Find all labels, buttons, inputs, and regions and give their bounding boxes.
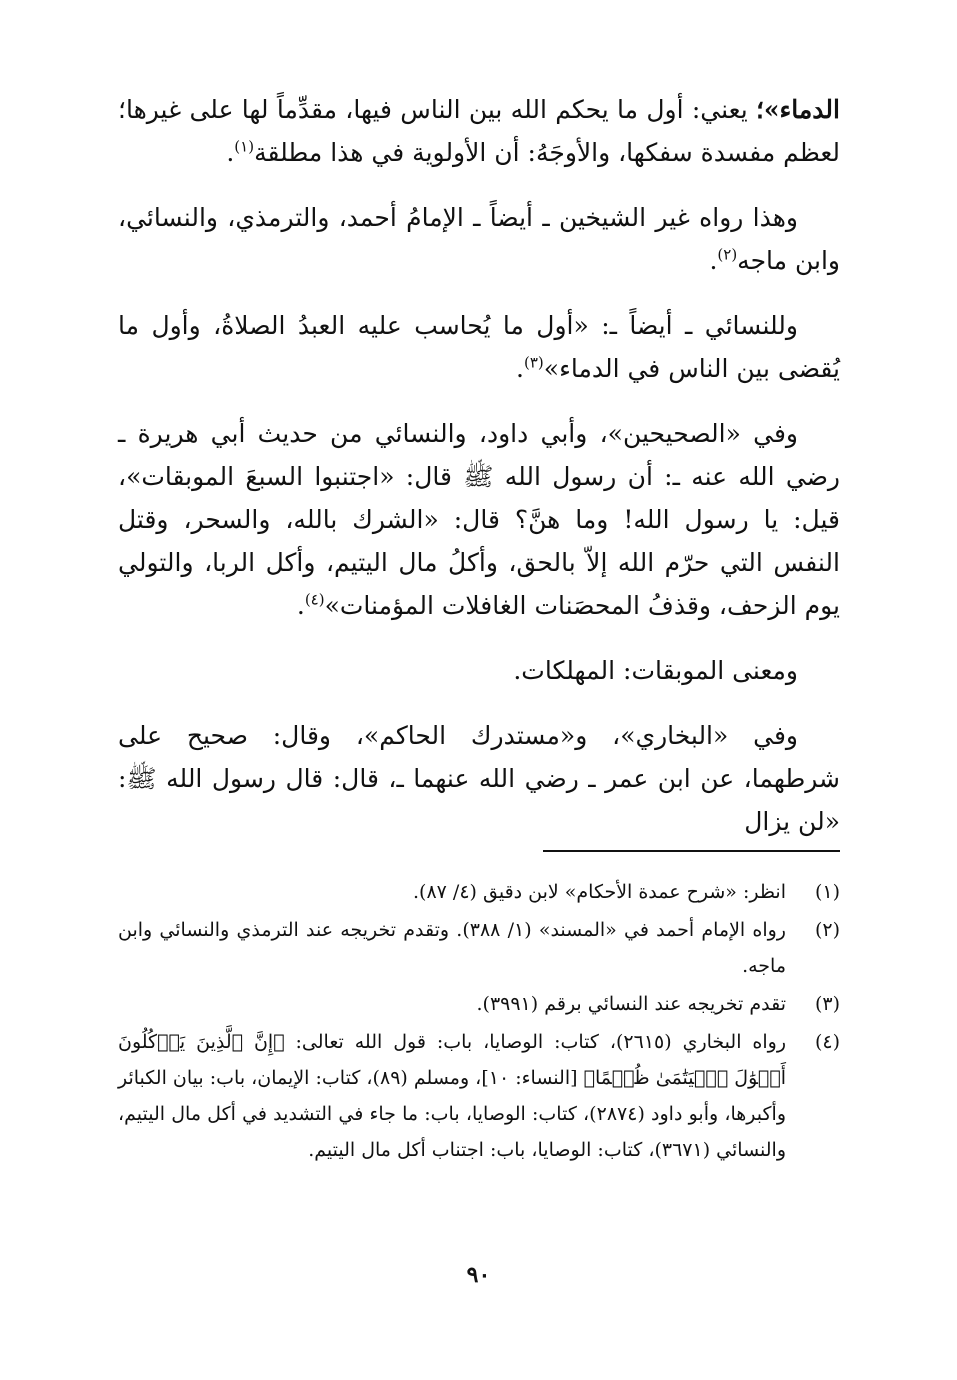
paragraph-text: وفي «الصحيحين»، وأبي داود، والنسائي من حديث أبي هريرة ـ رضي الله عنه ـ: أن رسول الله ﷺ قال: «اجتنبوا السبعَ الموبقات»، قيل: يا رسول الله! وما هنَّ؟ قال: «الشرك بالله، والسحر، وقتل النفس التي حرّم الله إلاّ بالحق، وأكلُ مال اليتيم، وأكل الربا، والتولي يوم الزحف، وقذفُ المحصَنات الغافلات المؤمنات»: [118, 419, 840, 620]
paragraph-1: [118, 88, 840, 174]
paragraph-tail: .: [296, 591, 305, 620]
paragraph-6: [118, 714, 840, 843]
paragraph-2: [118, 196, 840, 282]
paragraph-text: وفي «البخاري»، و«مستدرك الحاكم»، وقال: صحيح على شرطهما، عن ابن عمر ـ رضي الله عنهما ـ، قال: قال رسول الله ﷺ: «لن يزال: [118, 721, 840, 836]
bold-lead: الدماء»؛: [755, 95, 840, 124]
footnotes: [118, 874, 840, 1170]
paragraph-text: يعني: أول ما يحكم الله بين الناس فيها، مقدِّماً لها على غيرها؛ لعظم مفسدة سفكها، والأوجَهُ: أن الأولوية في هذا مطلقة: [118, 95, 840, 167]
footnote-text: تقدم تخريجه عند النسائي برقم (٣٩٩١).: [476, 993, 786, 1015]
footnote-number: (٤): [814, 1031, 840, 1053]
footnote-2: [118, 912, 840, 984]
paragraph-tail: .: [709, 246, 718, 275]
footnote-text: رواه البخاري (٢٦١٥)، كتاب: الوصايا، باب: قول الله تعالى: ﴿إِنَّ ٱلَّذِينَ يَأۡكُلُونَ أَمۡوَٰلَ ٱلۡيَتَٰمَىٰ ظُلۡمًا﴾ [النساء: ١٠]، ومسلم (٨٩)، كتاب: الإيمان، باب: بيان الكبائر وأكبرها، وأبو داود (٢٨٧٤)، كتاب: الوصايا، باب: ما جاء في التشديد في أكل مال اليتيم، والنسائي (٣٦٧١)، كتاب: الوصايا، باب: اجتناب أكل مال اليتيم.: [118, 1031, 787, 1161]
footnote-ref[interactable]: (٢): [717, 245, 738, 264]
paragraph-text: وهذا رواه غير الشيخين ـ أيضاً ـ الإمامُ أحمد، والترمذي، والنسائي، وابن ماجه: [118, 203, 840, 275]
footnote-1: [118, 874, 840, 910]
footnote-text: انظر: «شرح عمدة الأحكام» لابن دقيق (٤/ ٨٧).: [412, 881, 786, 903]
footnote-number: (٢): [814, 919, 840, 941]
footnote-number: (١): [814, 881, 840, 903]
paragraph-text: ومعنى الموبقات: المهلكات.: [513, 656, 798, 685]
footnote-3: [118, 986, 840, 1022]
page-number: ٩٠: [466, 1262, 491, 1288]
main-text: [118, 88, 840, 865]
footnote-4: [118, 1024, 840, 1168]
paragraph-tail: .: [516, 354, 524, 383]
footnote-ref[interactable]: (١): [234, 137, 255, 156]
footnote-ref[interactable]: (٣): [524, 353, 544, 372]
footnote-text: رواه الإمام أحمد في «المسند» (١/ ٣٨٨). وتقدم تخريجه عند الترمذي والنسائي وابن ماجه.: [118, 919, 786, 977]
paragraph-text: وللنسائي ـ أيضاً ـ: «أول ما يُحاسب عليه العبدُ الصلاةُ، وأول ما يُقضى بين الناس في الدماء»: [118, 311, 840, 383]
footnote-number: (٣): [814, 993, 840, 1015]
paragraph-tail: .: [226, 138, 235, 167]
paragraph-4: [118, 412, 840, 627]
paragraph-5: [118, 649, 840, 692]
footnote-ref[interactable]: (٤): [304, 590, 325, 609]
footnote-separator: [543, 850, 840, 852]
paragraph-3: [118, 304, 840, 390]
